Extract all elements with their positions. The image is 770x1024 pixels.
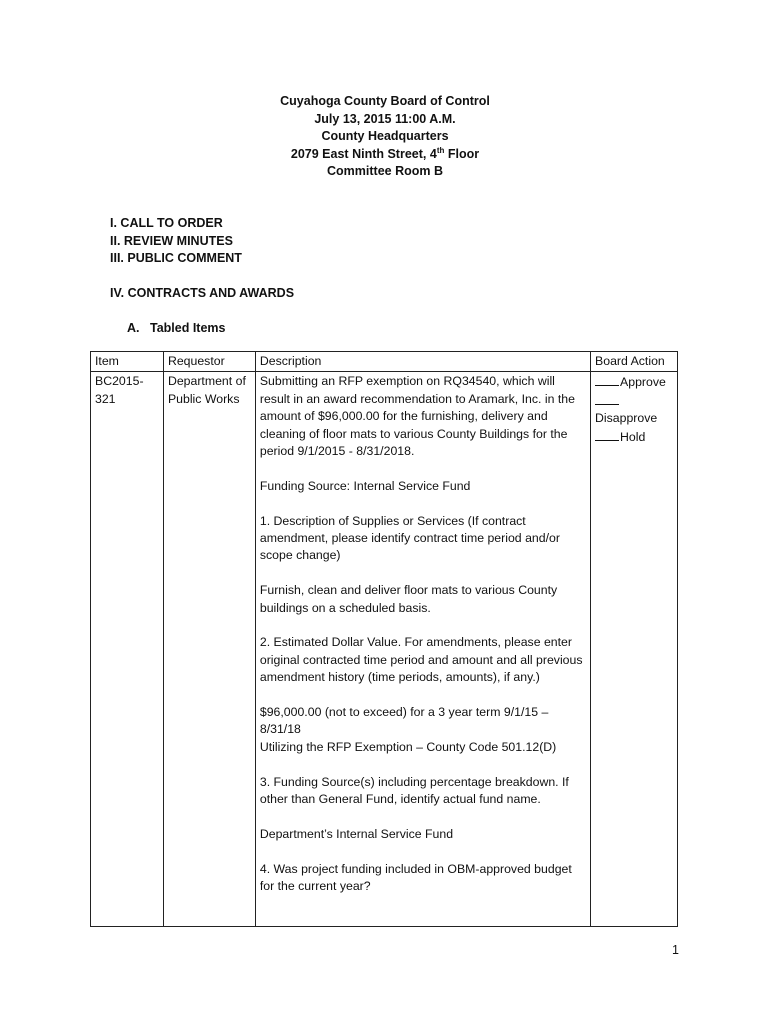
contracts-heading: IV. CONTRACTS AND AWARDS	[110, 286, 295, 300]
header-location: County Headquarters	[321, 129, 449, 143]
header-date-time: July 13, 2015 11:00 A.M.	[314, 111, 456, 126]
page-number: 1	[672, 943, 679, 957]
action-disapprove	[595, 392, 673, 428]
approve-label: Approve	[620, 375, 666, 390]
description-summary: Submitting an RFP exemption on RQ34540, which will result in an award recommendation to Aramark, Inc. in the amount of $96,000.00 for the furnishing, delivery and cleaning of floor mats to various County Buildings for the period 9/1/2015 - 8/31/2018.	[259, 374, 575, 459]
hold-blank	[595, 428, 619, 441]
approve-blank	[595, 373, 619, 386]
hold-label: Hold	[620, 429, 646, 444]
question-4: 4. Was project funding included in OBM-approved budget for the current year?	[259, 861, 572, 894]
answer-2-exemption: Utilizing the RFP Exemption – County Code 501.12(D)	[259, 739, 557, 754]
header-address-sup: th	[436, 145, 445, 155]
section-public-comment: III. PUBLIC COMMENT	[110, 251, 242, 265]
tabled-items-text: Tabled Items	[150, 321, 226, 335]
item-number: BC2015-321	[91, 372, 164, 927]
board-action-cell	[591, 372, 678, 927]
header-board-name: Cuyahoga County Board of Control	[280, 94, 490, 108]
question-3: 3. Funding Source(s) including percentage breakdown. If other than General Fund, identify actual fund name.	[259, 774, 569, 807]
section-call-to-order: I. CALL TO ORDER	[110, 216, 223, 230]
table-header-row	[91, 352, 678, 372]
answer-1: Furnish, clean and deliver floor mats to various County buildings on a scheduled basis.	[259, 583, 558, 615]
header-address	[0, 146, 770, 164]
tabled-items-heading	[127, 320, 225, 338]
funding-source: Funding Source: Internal Service Fund	[259, 478, 471, 493]
document-header	[0, 93, 770, 181]
tabled-items-letter: A.	[127, 321, 140, 335]
section-review-minutes: II. REVIEW MINUTES	[110, 233, 233, 248]
table-row	[91, 372, 678, 927]
header-requestor: Requestor	[163, 352, 255, 372]
header-board-action: Board Action	[591, 352, 678, 372]
tabled-items-table	[90, 351, 678, 927]
answer-2-amount: $96,000.00 (not to exceed) for a 3 year term 9/1/15 – 8/31/18	[259, 705, 549, 737]
agenda-sections	[110, 215, 242, 268]
header-item: Item	[91, 352, 164, 372]
disapprove-label: Disapprove	[595, 411, 658, 426]
answer-2	[260, 704, 586, 756]
disapprove-blank	[595, 392, 619, 405]
description-cell	[255, 372, 590, 927]
question-2: 2. Estimated Dollar Value. For amendments, please enter original contracted time period and amount and all previous amendment history (time periods, amounts), if any.)	[259, 635, 583, 685]
answer-3: Department’s Internal Service Fund	[259, 826, 454, 841]
header-room: Committee Room B	[327, 164, 443, 178]
requestor: Department of Public Works	[163, 372, 255, 927]
header-description: Description	[255, 352, 590, 372]
action-approve	[595, 373, 673, 391]
question-1: 1. Description of Supplies or Services (If contract amendment, please identify contract time period and/or scope change)	[259, 513, 560, 563]
header-address-floor: Floor	[444, 146, 480, 161]
header-address-main: 2079 East Ninth Street, 4	[290, 146, 437, 161]
action-hold	[595, 428, 673, 446]
